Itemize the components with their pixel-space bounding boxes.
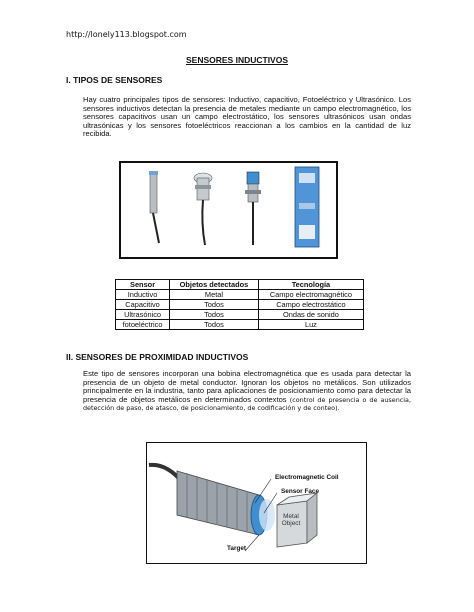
table-cell: Ondas de sonido [258,310,363,320]
table-cell: Metal [170,290,259,300]
table-cell: Capacitivo [116,300,170,310]
sensor-body-illustration [177,471,259,535]
column-header: Tecnología [258,280,363,290]
proximity-sensor-diagram [146,442,367,564]
section-heading-tipos: I. TIPOS DE SENSORES [66,75,163,85]
table-cell: Ultrasónico [116,310,170,320]
table-row [116,290,364,300]
label-target: Target [227,545,247,552]
table-row [116,300,364,310]
sensor-comparison-table [115,279,364,330]
inductive-sensor-illustration [149,171,159,243]
table-cell: Campo electromagnético [258,290,363,300]
paragraph-main-text: Este tipo de sensores incorporan una bobina electromagnética que es usada para detectar la presencia de un objeto de metal conductor. Ignoran los objetos no metálicos. Son utilizados principalmente en la industria, tanto para aplicaciones de posicionamiento como para detectar la presencia de objetos metálicos en determinados contextos [83,369,411,404]
section-paragraph-proximidad [83,370,411,413]
section-paragraph-tipos: Hay cuatro principales tipos de sensores: Inductivo, capacitivo, Fotoeléctrico y Ultrasónico. Los sensores inductivos detectan la presencia de metales mediante un campo electromagnético, los sensores capacitivos usan un campo electrostático, los sensores ultrasónicos usan ondas ultrasónicas y los sensores fotoeléctricos reaccionan a los cambios en la cantidad de luz recibida. [83,95,411,139]
capacitive-sensor-illustration [194,173,212,245]
table-header-row [116,280,364,290]
section-heading-proximidad: II. SENSORES DE PROXIMIDAD INDUCTIVOS [66,352,249,362]
label-sensor-face: Sensor Face [281,488,320,495]
label-electromagnetic-coil: Electromagnetic Coil [275,474,339,481]
paragraph-small-text: (control de presencia o de ausencia, detección de paso, de atasco, de posicionamiento, de codificación y de conteo). [83,395,411,413]
table-cell: Todos [170,320,259,330]
table-cell: fotoeléctrico [116,320,170,330]
sensor-types-photo [119,161,338,259]
blog-url: http://lonely113.blogspot.com [66,30,187,39]
ultrasonic-sensor-illustration [245,172,261,245]
photoelectric-sensor-illustration [295,167,319,247]
table-cell: Luz [258,320,363,330]
label-metal-object: Metal Object [281,513,301,527]
table-cell: Inductivo [116,290,170,300]
table-cell: Campo electrostático [258,300,363,310]
document-title: SENSORES INDUCTIVOS [185,55,289,65]
table-cell: Todos [170,310,259,320]
column-header: Sensor [116,280,170,290]
table-row [116,310,364,320]
table-cell: Todos [170,300,259,310]
column-header: Objetos detectados [170,280,259,290]
table-row [116,320,364,330]
